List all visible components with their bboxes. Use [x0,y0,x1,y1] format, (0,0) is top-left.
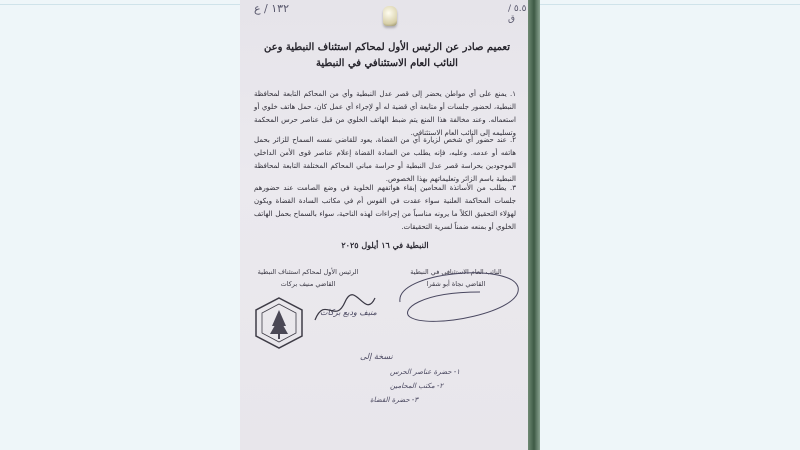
document-title: تعميم صادر عن الرئيس الأول لمحاكم استئناف النبطية وعن النائب العام الاستئنافي في النبطية [263,42,510,69]
left-margin [0,0,240,450]
date-line: النبطية في ١٦ أيلول ٢٠٢٥ [341,240,429,250]
signature-left-title: الرئيس الأول لمحاكم استئناف النبطية [257,268,359,276]
handwritten-signature-scribble [310,290,380,330]
handwritten-copy-2: ٢- مكتب المحامين [390,382,444,390]
official-stamp-icon [250,296,308,350]
push-pin-icon [383,6,397,26]
paragraph-2: ٢. عند حضور أي شخص لزيارة أي من القضاة، يعود للقاضي نفسه السماح للزائر بحمل هاتفه أو عدمه. وعليه، فإنه يطلب من السادة القضاة إعلام عناصر قوى الأمن الداخلي الموجودين بحراسة قصر عدل النبطية أو حراسة مباني المحاكم المختلفة التابعة لمحافظة النبطية باسم الزائر وتعليماتهم بهذا الخصوص. [254,136,516,183]
corner-note-right: ٥.٥ / ق [508,4,527,24]
signature-block-left [248,266,368,290]
paragraph-1: ١. يمنع على أي مواطن يحضر إلى قصر عدل النبطية وأي من المحاكم التابعة لمحافظة النبطية، لحضور جلسات أو متابعة أي قضية له أو لإجراء أي عمل كان، حمل هاتف خلوي أو استعماله. وعند مخالفة هذا المنع يتم ضبط الهاتف الخلوي من قبل عناصر حرس المحكمة وتسليمه إلى النائب العام الاستئنافي. [254,90,516,137]
handwritten-copy-3: ٣- حضرة القضاة [370,396,418,404]
signature-right-name: القاضي نجاة أبو شقرا [426,280,486,288]
document-photo [240,0,530,450]
photo-frame-edge [528,0,540,450]
corner-note-left: ١٣٢ / ع [254,2,289,15]
handwritten-copy-1: ١- حضرة عناصر الحرس [390,368,460,376]
handwritten-copy-heading: نسخة إلى [360,352,393,361]
handwritten-circle-scribble [390,262,525,332]
signature-right-title: النائب العام الاستئنافي في النبطية [410,268,502,276]
paragraph-3: ٣. يطلب من الأساتذة المحامين إبقاء هواتفهم الخلوية في وضع الصامت عند حضورهم جلسات المحاكمة العلنية سواء عقدت في القوس أم في مكاتب السادة القضاة ويكون لهؤلاء التحقيق الكلاً ما يرونه مناسباً من إجراءات لهذه الناحية، سواء بالسماح بحمل الهاتف الخلوي أو بمنعه ضمناً لسرية التحقيقات. [254,184,516,231]
right-margin [536,0,800,450]
handwritten-name-left: منيف وديع بركات [320,308,377,317]
signature-left-name: القاضي منيف بركات [280,280,336,288]
